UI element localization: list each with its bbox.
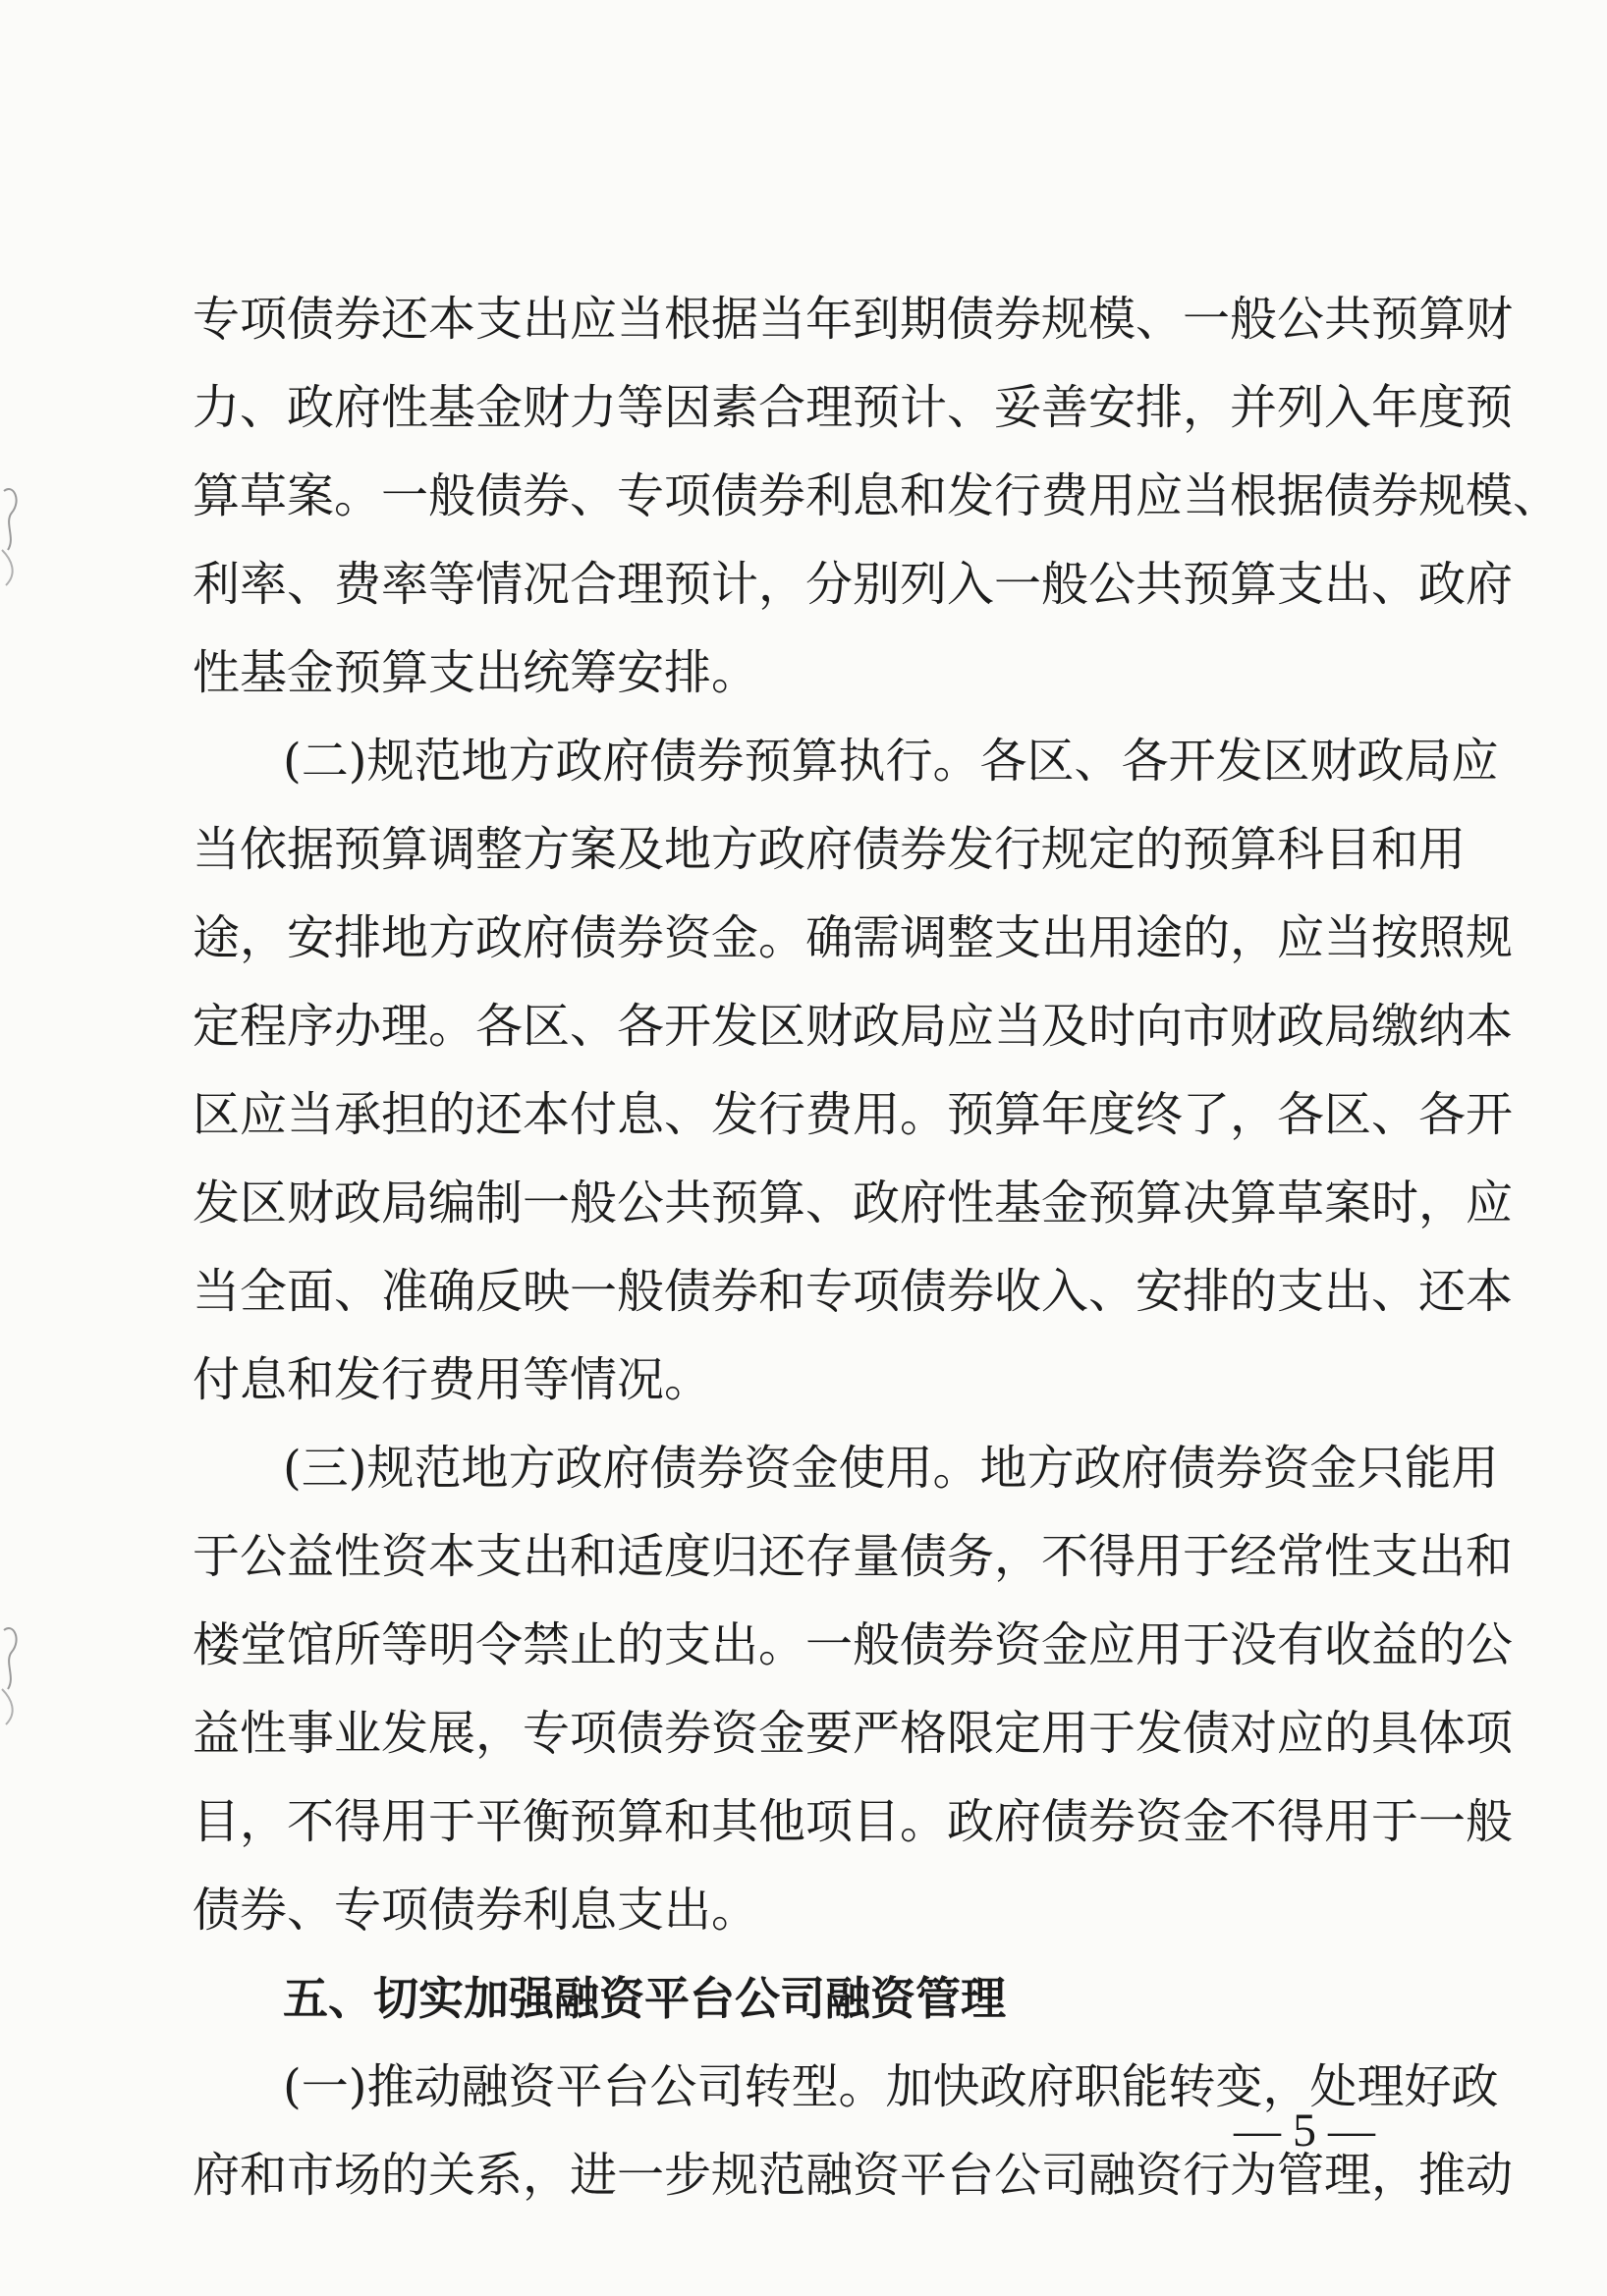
text-line: 于公益性资本支出和适度归还存量债务，不得用于经常性支出和 (193, 1529, 1514, 1584)
text-line: 算草案。一般债券、专项债券利息和发行费用应当根据债券规模、 (193, 468, 1561, 523)
text-line: 付息和发行费用等情况。 (193, 1352, 712, 1407)
text-line: 力、政府性基金财力等因素合理预计、妥善安排，并列入年度预 (193, 380, 1514, 435)
text-line: 定程序办理。各区、各开发区财政局应当及时向市财政局缴纳本 (193, 999, 1514, 1054)
text-line: 楼堂馆所等明令禁止的支出。一般债券资金应用于没有收益的公 (193, 1617, 1514, 1672)
text-line: 目，不得用于平衡预算和其他项目。政府债券资金不得用于一般 (193, 1794, 1514, 1849)
section-heading-line: (二)规范地方政府债券预算执行。各区、各开发区财政局应 (283, 734, 1499, 789)
section-heading-line: (三)规范地方政府债券资金使用。地方政府债券资金只能用 (283, 1441, 1499, 1496)
text-line: 性基金预算支出统筹安排。 (193, 645, 759, 700)
text-line: 区应当承担的还本付息、发行费用。预算年度终了，各区、各开 (193, 1087, 1514, 1142)
text-line: 当全面、准确反映一般债券和专项债券收入、安排的支出、还本 (193, 1264, 1514, 1319)
binding-hole-marks (0, 0, 39, 2296)
text-line: 发区财政局编制一般公共预算、政府性基金预算决算草案时，应 (193, 1175, 1514, 1230)
text-line: 当依据预算调整方案及地方政府债券发行规定的预算科目和用 (193, 822, 1467, 877)
text-line: 债券、专项债券利息支出。 (193, 1883, 759, 1938)
text-line: 益性事业发展，专项债券资金要严格限定用于发债对应的具体项 (193, 1706, 1514, 1761)
text-line: 府和市场的关系，进一步规范融资平台公司融资行为管理，推动 (193, 2148, 1514, 2203)
chapter-heading: 五、切实加强融资平台公司融资管理 (283, 1972, 1006, 2025)
text-line: 利率、费率等情况合理预计，分别列入一般公共预算支出、政府 (193, 557, 1514, 612)
text-line: 专项债券还本支出应当根据当年到期债券规模、一般公共预算财 (193, 292, 1514, 347)
section-heading-line: (一)推动融资平台公司转型。加快政府职能转变，处理好政 (283, 2059, 1499, 2114)
page-number: — 5 — (1234, 2105, 1375, 2157)
text-line: 途，安排地方政府债券资金。确需调整支出用途的，应当按照规 (193, 910, 1514, 965)
